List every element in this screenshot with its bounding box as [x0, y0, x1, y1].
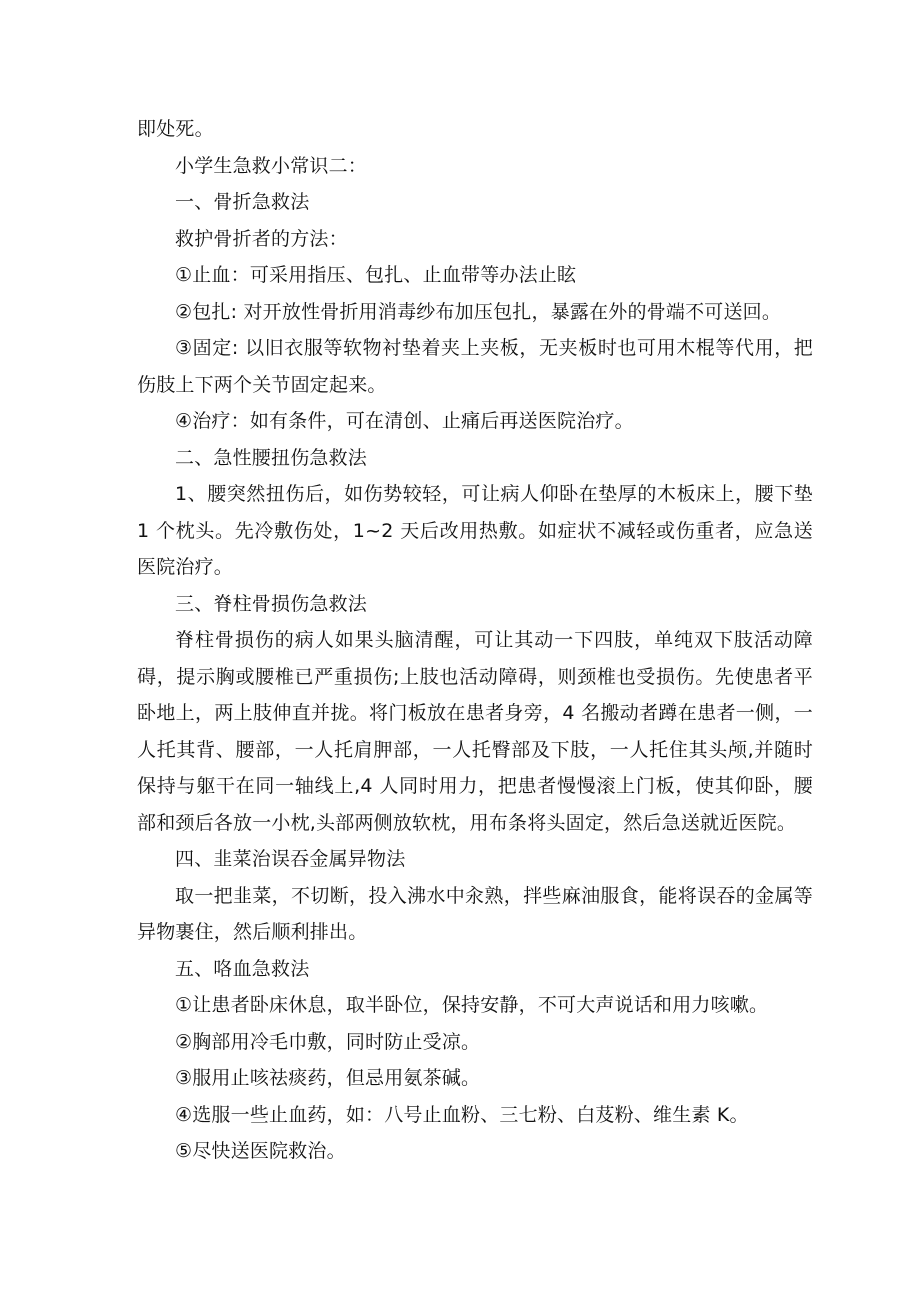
document-body [137, 111, 813, 1170]
heading-fracture: 一、骨折急救法 [175, 191, 310, 213]
paragraph: 救护骨折者的方法： [175, 227, 348, 250]
paragraph: 取一把韭菜，不切断，投入沸水中汆熟，拌些麻油服食，能将误吞的金属等异物裹住，然后顺利排出。 [137, 884, 813, 943]
section-title: 小学生急救小常识二： [175, 154, 368, 177]
list-item: ③固定: 以旧衣服等软物衬垫着夹上夹板，无夹板时也可用木棍等代用，把伤肢上下两个关节固定起来。 [137, 337, 813, 396]
list-item: ④治疗：如有条件，可在清创、止痛后再送医院治疗。 [175, 410, 634, 432]
heading-spine-injury: 三、脊柱骨损伤急救法 [175, 592, 368, 615]
list-item: ⑤尽快送医院救治。 [175, 1140, 346, 1162]
heading-hemoptysis: 五、咯血急救法 [175, 957, 310, 980]
list-item: ②包扎: 对开放性骨折用消毒纱布加压包扎，暴露在外的骨端不可送回。 [175, 300, 782, 323]
paragraph-continuation: 即处死。 [137, 118, 214, 140]
list-item: ①止血：可采用指压、包扎、止血带等办法止眩 [175, 264, 577, 286]
list-item: ②胸部用冷毛巾敷，同时防止受凉。 [175, 1030, 481, 1053]
list-item: ①让患者卧床休息，取半卧位，保持安静，不可大声说话和用力咳嗽。 [175, 994, 769, 1016]
heading-swallowed-metal: 四、韭菜治误吞金属异物法 [175, 848, 406, 870]
heading-lumbar-sprain: 二、急性腰扭伤急救法 [175, 446, 368, 469]
list-item: ④选服一些止血药，如：八号止血粉、三七粉、白芨粉、维生素 K。 [175, 1103, 749, 1126]
paragraph: 1、腰突然扭伤后，如伤势较轻，可让病人仰卧在垫厚的木板床上，腰下垫 1 个枕头。先冷敷伤处，1~2 天后改用热敷。如症状不减轻或伤重者，应急送医院治疗。 [137, 483, 813, 578]
paragraph: 脊柱骨损伤的病人如果头脑清醒，可让其动一下四肢，单纯双下肢活动障碍，提示胸或腰椎已严重损伤;上肢也活动障碍，则颈椎也受损伤。先使患者平卧地上，两上肢伸直并拢。将门板放在患者身旁，4 名搬动者蹲在患者一侧，一人托其背、腰部，一人托肩胛部，一人托臀部及下肢，一人托住其头颅,并随时保持与躯干在同一轴线上,4 人同时用力，把患者慢慢滚上门板，使其仰卧，腰部和颈后各放一小枕,头部两侧放软枕，用布条将头固定，然后急送就近医院。 [137, 629, 813, 834]
list-item: ③服用止咳祛痰药，但忌用氨茶碱。 [175, 1067, 481, 1089]
